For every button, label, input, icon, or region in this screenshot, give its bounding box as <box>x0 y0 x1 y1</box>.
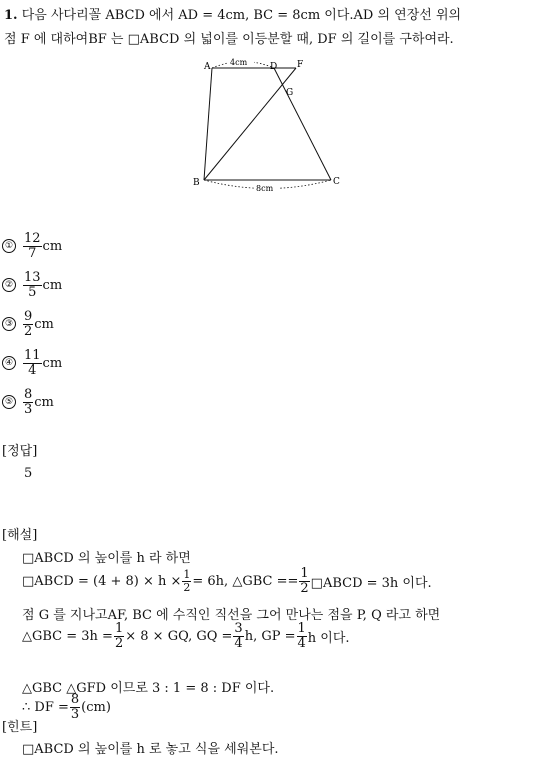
hint-text: □ABCD 의 높이를 h 로 놓고 식을 세워본다. <box>22 742 279 757</box>
option-fraction: $\frac{13}{5}$ <box>24 270 41 300</box>
bottom-measure: 8cm <box>256 184 274 193</box>
option-5[interactable] <box>2 388 54 416</box>
explanation-line-4: △GBC = 3h = $\frac{1}{2}$ × 8 × GQ, GQ = $\frac{3}{4}$ h, GP = $\frac{1}{4}$ h 이다. <box>22 621 350 651</box>
option-marker: ⑤ <box>2 395 16 409</box>
option-fraction: $\frac{12}{7}$ <box>24 231 41 261</box>
explanation-label: [해설] <box>2 528 38 543</box>
question-text-1: 다음 사다리꼴 ABCD 에서 AD = 4cm, BC = 8cm 이다.AD 의 연장선 위의 <box>21 8 462 23</box>
trapezoid-figure <box>190 55 350 195</box>
option-fraction: $\frac{9}{2}$ <box>24 309 33 339</box>
option-fraction: $\frac{11}{4}$ <box>24 348 41 378</box>
option-marker: ③ <box>2 317 16 331</box>
option-unit: cm <box>34 394 54 410</box>
option-3[interactable] <box>2 310 54 338</box>
label-d: D <box>270 62 278 72</box>
label-f: F <box>297 60 304 70</box>
option-unit: cm <box>34 316 54 332</box>
top-measure: 4cm <box>230 58 248 67</box>
answer-value: 5 <box>24 466 33 481</box>
explanation-line-3: 점 G 를 지나고AF, BC 에 수직인 직선을 그어 만나는 점을 P, Q 라고 하면 <box>22 608 441 623</box>
explanation-line-1: □ABCD 의 높이를 h 라 하면 <box>22 551 191 566</box>
explanation-line-2: □ABCD = (4 + 8) × h × $\frac{1}{2}$ = 6h, △GBC == $\frac{1}{2}$ □ABCD = 3h 이다. <box>22 566 432 596</box>
segment-ab <box>204 68 212 180</box>
option-unit: cm <box>42 238 63 254</box>
segment-bf <box>204 68 296 180</box>
question-number: 1. <box>4 8 18 23</box>
explanation-line-5: △GBC △GFD 이므로 3 : 1 = 8 : DF 이다. <box>22 681 275 696</box>
option-fraction: $\frac{8}{3}$ <box>24 387 33 417</box>
question-line-1 <box>4 4 461 23</box>
option-marker: ④ <box>2 356 16 370</box>
option-marker: ① <box>2 239 16 253</box>
option-1[interactable] <box>2 232 62 260</box>
option-unit: cm <box>42 355 63 371</box>
question-text-2: 점 F 에 대하여BF 는 □ABCD 의 넓이를 이등분할 때, DF 의 길이를 구하여라. <box>4 32 454 47</box>
option-unit: cm <box>42 277 63 293</box>
label-g: G <box>286 88 294 98</box>
explanation-line-6: ∴ DF = $\frac{8}{3}$ (cm) <box>22 692 111 722</box>
hint-label: [힌트] <box>2 720 38 735</box>
label-b: B <box>193 178 200 188</box>
option-2[interactable] <box>2 271 62 299</box>
option-4[interactable] <box>2 349 62 377</box>
answer-label: [정답] <box>2 444 38 459</box>
label-a: A <box>204 62 211 72</box>
label-c: C <box>333 177 340 187</box>
question-line-2 <box>4 28 454 47</box>
option-marker: ② <box>2 278 16 292</box>
